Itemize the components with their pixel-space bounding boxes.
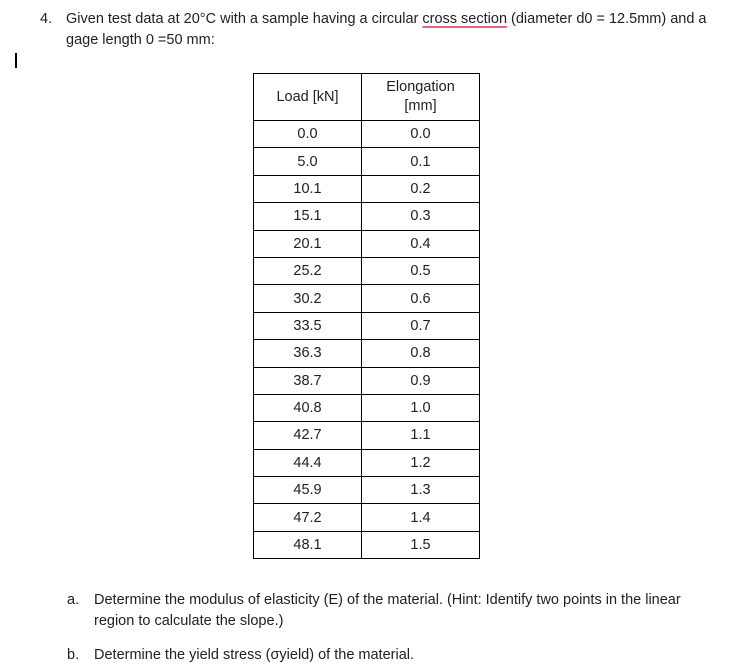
load-cell: 5.0 xyxy=(254,148,362,175)
subquestion-b-text: Determine the yield stress (σyield) of the material. xyxy=(94,647,415,663)
table-row xyxy=(254,230,480,257)
table-row xyxy=(254,504,480,531)
header-elongation xyxy=(362,74,480,121)
load-cell: 48.1 xyxy=(254,531,362,558)
table-row xyxy=(254,203,480,230)
elongation-cell: 0.6 xyxy=(362,285,480,312)
load-cell: 36.3 xyxy=(254,340,362,367)
table-row xyxy=(254,312,480,339)
elongation-cell: 1.0 xyxy=(362,394,480,421)
load-cell: 15.1 xyxy=(254,203,362,230)
elongation-cell: 1.1 xyxy=(362,422,480,449)
header-load: Load [kN] xyxy=(254,74,362,121)
spellcheck-flagged-text[interactable]: cross section xyxy=(422,11,508,27)
elongation-cell: 0.9 xyxy=(362,367,480,394)
elongation-cell: 1.2 xyxy=(362,449,480,476)
elongation-cell: 1.5 xyxy=(362,531,480,558)
elongation-cell: 0.2 xyxy=(362,175,480,202)
table-row xyxy=(254,121,480,148)
elongation-cell: 1.3 xyxy=(362,477,480,504)
elongation-cell: 0.5 xyxy=(362,257,480,284)
load-cell: 33.5 xyxy=(254,312,362,339)
load-cell: 47.2 xyxy=(254,504,362,531)
load-cell: 30.2 xyxy=(254,285,362,312)
table-row xyxy=(254,175,480,202)
subquestion-b-marker: b. xyxy=(67,647,80,663)
load-cell: 45.9 xyxy=(254,477,362,504)
table-row xyxy=(254,257,480,284)
question-4 xyxy=(40,9,730,51)
header-elongation-line2: [mm] xyxy=(404,98,437,114)
question-text-part-1: Given test data at 20°C with a sample having a circular xyxy=(66,11,423,27)
elongation-cell: 0.0 xyxy=(362,121,480,148)
load-cell: 10.1 xyxy=(254,175,362,202)
question-text-part-2: (diameter d0 = 12.5mm) and a gage length 0 =50 mm: xyxy=(66,11,707,48)
table-row xyxy=(254,531,480,558)
subquestion-b xyxy=(67,645,687,666)
text-cursor xyxy=(15,53,17,68)
table-row xyxy=(254,367,480,394)
subquestion-a-marker: a. xyxy=(67,592,80,608)
load-cell: 25.2 xyxy=(254,257,362,284)
table-row xyxy=(254,477,480,504)
load-elongation-table xyxy=(253,73,480,559)
elongation-cell: 0.1 xyxy=(362,148,480,175)
elongation-cell: 1.4 xyxy=(362,504,480,531)
elongation-cell: 0.3 xyxy=(362,203,480,230)
load-cell: 44.4 xyxy=(254,449,362,476)
load-cell: 40.8 xyxy=(254,394,362,421)
load-cell: 0.0 xyxy=(254,121,362,148)
question-text[interactable] xyxy=(66,9,730,51)
table-row xyxy=(254,449,480,476)
table-row xyxy=(254,340,480,367)
elongation-cell: 0.7 xyxy=(362,312,480,339)
table-row xyxy=(254,148,480,175)
load-cell: 20.1 xyxy=(254,230,362,257)
table-row xyxy=(254,422,480,449)
load-cell: 42.7 xyxy=(254,422,362,449)
subquestion-list xyxy=(67,590,687,666)
subquestion-a xyxy=(67,590,687,632)
elongation-cell: 0.4 xyxy=(362,230,480,257)
table-row xyxy=(254,394,480,421)
load-cell: 38.7 xyxy=(254,367,362,394)
question-number: 4. xyxy=(40,11,53,27)
elongation-cell: 0.8 xyxy=(362,340,480,367)
subquestion-a-text: Determine the modulus of elasticity (E) of the material. (Hint: Identify two points in the linear region to calculate the slope.) xyxy=(94,592,681,629)
table-row xyxy=(254,285,480,312)
table-header-row xyxy=(254,74,480,121)
header-elongation-line1: Elongation xyxy=(386,79,455,95)
